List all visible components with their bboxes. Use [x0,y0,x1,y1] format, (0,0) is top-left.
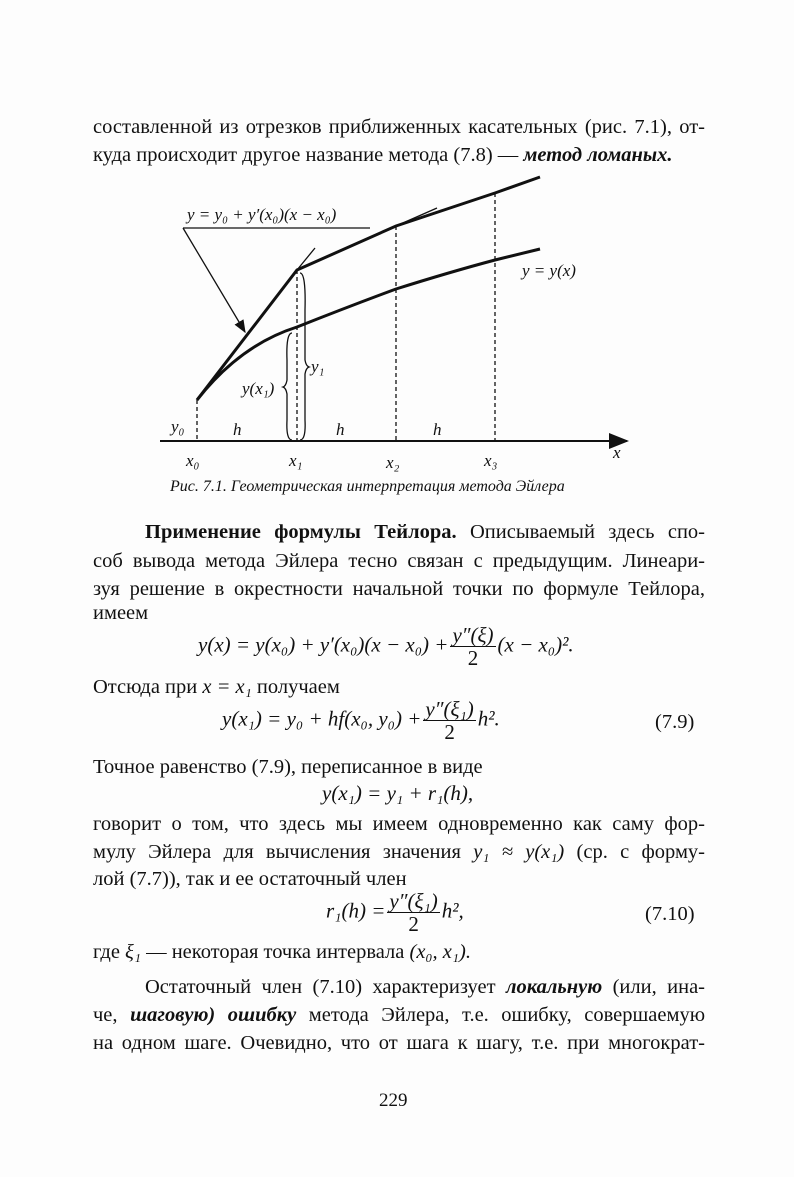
yx1-label: y(x₁) [242,379,275,398]
math: x = x₁ [202,676,252,698]
eq-part: (x − x₀)². [497,632,574,657]
denominator: 2 [408,912,419,936]
text-line [93,1003,705,1027]
pointer-arrow [183,228,245,332]
text: Остаточный член (7.10) характеризует [145,976,496,998]
text-line: Точное равенство (7.9), переписанное в виде [93,756,483,778]
text: че, [93,1004,118,1026]
eq-part: h². [477,706,500,731]
equation-number: (7.9) [655,711,695,733]
text-line [93,940,705,964]
curve-label: y = y(x) [522,261,576,280]
text: (или, ина- [612,976,706,998]
text: мулу Эйлера для вычисления значения [93,841,461,863]
brace-y1 [300,273,309,440]
text: метода Эйлера, т.е. ошибку, совершаемую [308,1004,706,1026]
text: (ср. с форму- [576,841,706,863]
math: ξ₁ [125,941,141,963]
fraction [450,624,495,669]
brace-y-x1 [283,333,292,440]
text-line [93,840,705,864]
text-line: говорит о том, что здесь мы имеем одновременно как саму фор- [93,813,705,835]
text: получаем [256,676,340,698]
denominator: 2 [467,646,479,670]
solution-curve [197,249,540,400]
eq-part: h², [441,898,464,923]
h-label: h [433,420,442,439]
y1-label: y₁ [311,357,325,376]
text: Отсюда при [93,676,198,698]
text-line [93,675,705,699]
text-line [145,975,705,999]
text-line: соб вывода метода Эйлера тесно связан с предыдущим. Линеари- [93,550,705,572]
equation-7-10 [326,890,464,935]
text-line: имеем [93,602,149,624]
numerator: y″(ξ₁) [389,889,438,913]
emphasis: метод ломаных. [523,144,673,166]
emphasis: шаговую) [130,1004,216,1026]
denominator: 2 [444,720,455,744]
euler-figure [0,0,794,500]
text-line: составленной из отрезков приближенных касательных (рис. 7.1), от- [93,116,705,138]
text: где [93,941,120,963]
numerator: y″(ξ₁) [425,697,474,721]
x-tick-label: x₁ [289,451,303,470]
fraction [423,698,475,743]
text-line: на одном шаге. Очевидно, что от шага к шагу, т.е. при многократ- [93,1032,705,1054]
figure-caption: Рис. 7.1. Геометрическая интерпретация метода Эйлера [170,478,565,495]
x-tick-label: x₃ [484,451,498,470]
x-tick-label: x₀ [186,451,200,470]
equation-7-9 [222,698,500,743]
tangent-label: y = y₀ + y′(x₀)(x − x₀) [187,205,337,224]
equation-number: (7.10) [645,903,695,925]
eq-part: r₁(h) = [326,898,386,923]
page-number: 229 [379,1090,408,1111]
emphasis: ошибку [227,1004,297,1026]
taylor-equation [198,624,574,669]
text: куда происходит другое название метода (7.8) — [93,144,519,166]
text: Описываемый здесь спо- [469,521,705,543]
text: — некоторая точка интервала [146,941,405,963]
y0-label: y₀ [171,417,185,436]
tangent-extension [396,208,437,226]
text-line: зуя решение в окрестности начальной точки по формуле Тейлора, [93,578,705,600]
h-label: h [336,420,345,439]
x-tick-label: x₂ [386,453,400,472]
section-heading: Применение формулы Тейлора. [145,521,457,543]
emphasis: локальную [505,976,603,998]
text-line: лой (7.7)), так и ее остаточный член [93,868,407,890]
fraction [387,890,439,935]
eq-part: y(x) = y(x₀) + y′(x₀)(x − x₀) + [198,632,449,657]
eq-part: y(x₁) = y₀ + hf(x₀, y₀) + [222,706,422,731]
x-axis-label: x [613,443,621,462]
h-label: h [233,420,242,439]
text-line [145,520,705,544]
math: y₁ ≈ y(x₁) [473,841,565,863]
numerator: y″(ξ) [452,623,494,647]
grid-dashes [197,193,495,441]
equation: y(x₁) = y₁ + r₁(h), [322,781,474,805]
math: (x₀, x₁). [409,941,471,963]
